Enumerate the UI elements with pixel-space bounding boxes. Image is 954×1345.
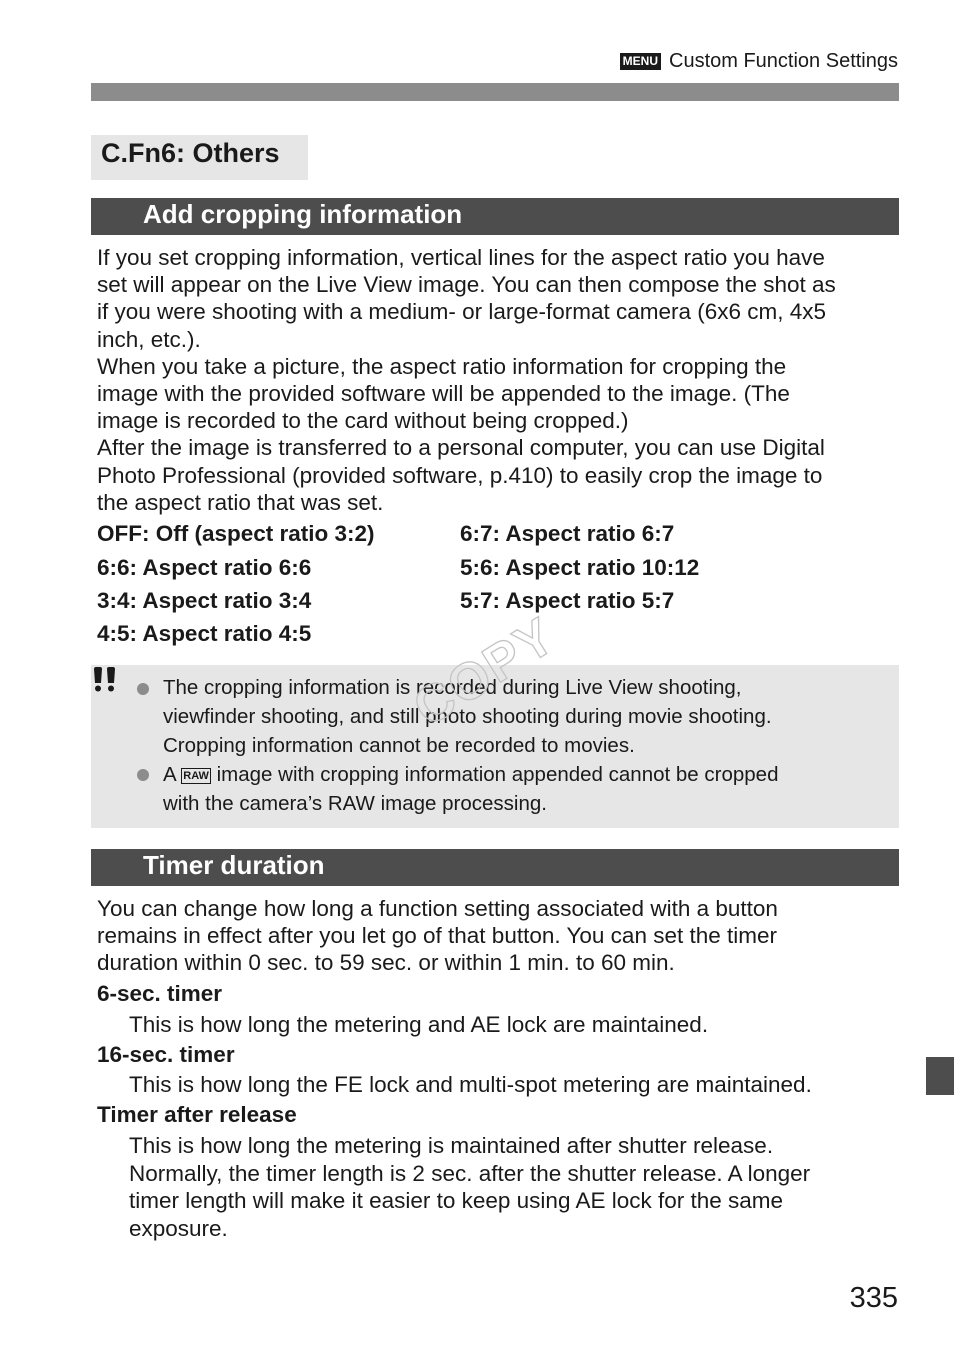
header-rule	[91, 83, 899, 101]
option-3-4: 3:4: Aspect ratio 3:4	[97, 588, 312, 613]
text-line: exposure.	[129, 1215, 228, 1241]
text-line: Cropping information cannot be recorded to movies.	[163, 734, 635, 757]
option-5-7: 5:7: Aspect ratio 5:7	[460, 588, 675, 613]
raw-icon: RAW	[183, 770, 209, 782]
cropping-heading: Add cropping information	[91, 198, 899, 235]
timer-desc-6sec: This is how long the metering and AE lock are maintained.	[129, 1012, 709, 1037]
timer-desc-16sec: This is how long the FE lock and multi-spot metering are maintained.	[129, 1072, 812, 1097]
text-line	[163, 760, 778, 789]
text-line: the aspect ratio that was set.	[97, 489, 384, 515]
option-off: OFF: Off (aspect ratio 3:2)	[97, 521, 375, 546]
timer-heading: Timer duration	[91, 849, 899, 886]
text-line: Photo Professional (provided software, p.410) to easily crop the image to	[97, 462, 823, 488]
text-line: When you take a picture, the aspect ratio information for cropping the	[97, 353, 787, 379]
text-line: duration within 0 sec. to 59 sec. or within 1 min. to 60 min.	[97, 950, 675, 976]
timer-term-6sec: 6-sec. timer	[97, 981, 223, 1006]
bullet-icon	[137, 683, 149, 695]
copy-watermark: COPY	[403, 606, 567, 738]
timer-desc-after-release	[129, 1132, 810, 1242]
option-5-6: 5:6: Aspect ratio 10:12	[460, 555, 700, 580]
text-line: inch, etc.).	[97, 326, 201, 352]
text-line: This is how long the metering is maintained after shutter release.	[129, 1133, 774, 1158]
note-text: image with cropping information appended cannot be cropped	[216, 763, 779, 786]
caution-icon	[91, 666, 121, 694]
text-line: You can change how long a function setting associated with a button	[97, 896, 778, 921]
page-number: 335	[849, 1282, 898, 1314]
timer-term-after-release: Timer after release	[97, 1102, 297, 1127]
option-4-5: 4:5: Aspect ratio 4:5	[97, 621, 312, 646]
cropping-paragraph	[97, 244, 897, 516]
text-line: viewfinder shooting, and still photo shooting during movie shooting.	[163, 705, 772, 728]
note-prefix: A	[163, 763, 176, 786]
text-line: remains in effect after you let go of that button. You can set the timer	[97, 923, 777, 949]
option-6-6: 6:6: Aspect ratio 6:6	[97, 555, 312, 580]
text-line: Normally, the timer length is 2 sec. after the shutter release. A longer	[129, 1160, 811, 1186]
running-header-title: Custom Function Settings	[669, 50, 898, 72]
bullet-icon	[137, 769, 149, 781]
text-line: image is recorded to the card without being cropped.)	[97, 408, 629, 434]
text-line: image with the provided software will be appended to the image. (The	[97, 381, 790, 407]
section-title: C.Fn6: Others	[91, 135, 308, 180]
caution-note-2	[163, 760, 778, 818]
text-line: After the image is transferred to a personal computer, you can use Digital	[97, 435, 825, 461]
text-line: If you set cropping information, vertical lines for the aspect ratio you have	[97, 245, 825, 270]
chapter-tab	[926, 1057, 954, 1095]
running-header	[620, 50, 898, 73]
timer-paragraph	[97, 895, 897, 977]
text-line: The cropping information is recorded during Live View shooting,	[163, 676, 742, 699]
menu-icon: MENU	[620, 53, 661, 70]
timer-term-16sec: 16-sec. timer	[97, 1042, 235, 1067]
text-line: set will appear on the Live View image. You can then compose the shot as	[97, 272, 836, 298]
text-line: timer length will make it easier to keep using AE lock for the same	[129, 1188, 784, 1213]
text-line: with the camera’s RAW image processing.	[163, 792, 547, 815]
text-line: if you were shooting with a medium- or large-format camera (6x6 cm, 4x5	[97, 299, 827, 325]
option-6-7: 6:7: Aspect ratio 6:7	[460, 521, 675, 546]
